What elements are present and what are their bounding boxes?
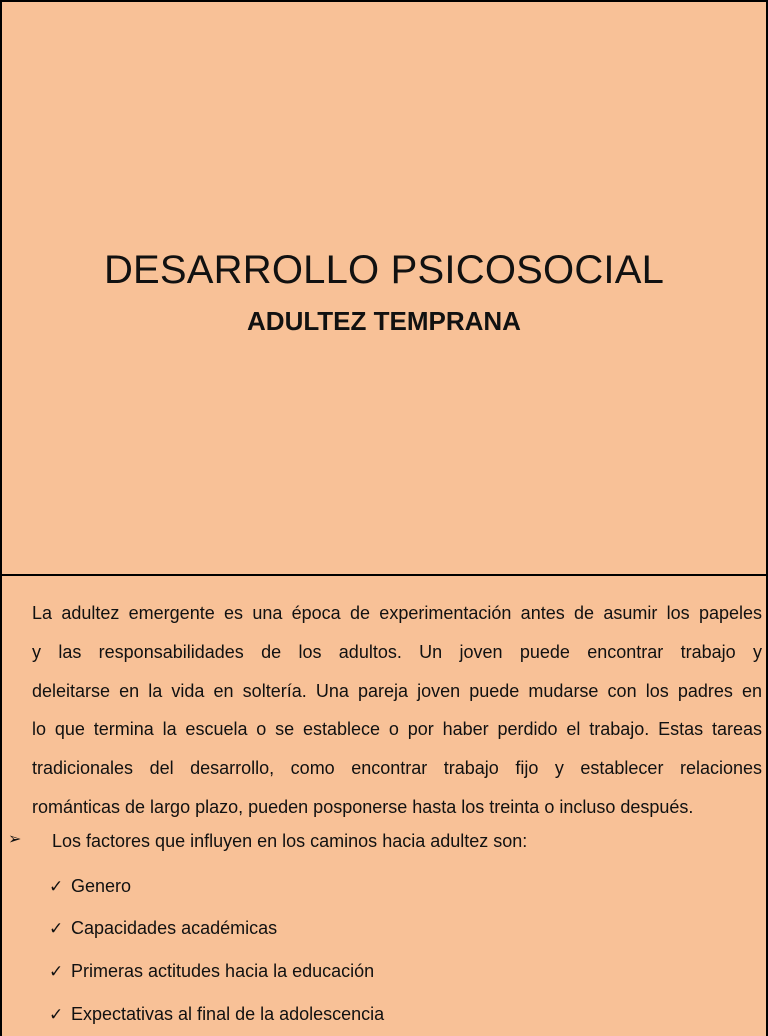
paragraph-line: La adultez emergente es una época de experimentación antes de asumir los papeles <box>32 603 762 623</box>
checklist-item <box>49 876 131 897</box>
checklist-item <box>49 1004 384 1025</box>
paragraph-line: románticas de largo plazo, pueden posponerse hasta los treinta o incluso después. <box>32 796 694 817</box>
checklist-label: Expectativas al final de la adolescencia <box>71 1004 385 1024</box>
bullet-heading: Los factores que influyen en los caminos hacia adultez son: <box>52 831 528 851</box>
arrow-bullet-icon: ➢ <box>8 831 22 848</box>
paragraph-line: tradicionales del desarrollo, como encontrar trabajo fijo y establecer relaciones <box>32 758 762 779</box>
paragraph-line: lo que termina la escuela o se establece o por haber perdido el trabajo. Estas tareas <box>32 719 762 740</box>
intro-paragraph <box>32 594 762 827</box>
paragraph-line: deleitarse en la vida en soltería. Una pareja joven puede mudarse con los padres en <box>32 680 762 701</box>
slide-title: DESARROLLO PSICOSOCIAL <box>103 248 665 292</box>
slide-subtitle: ADULTEZ TEMPRANA <box>247 306 521 336</box>
checkmark-icon: ✓ <box>49 877 64 896</box>
checklist-item <box>49 961 374 982</box>
content-slide <box>0 574 768 1036</box>
checkmark-icon: ✓ <box>49 919 64 938</box>
checkmark-icon: ✓ <box>49 962 64 981</box>
checklist-label: Genero <box>71 876 132 896</box>
checkmark-icon: ✓ <box>49 1005 64 1024</box>
checklist-label: Capacidades académicas <box>71 918 278 938</box>
paragraph-line: y las responsabilidades de los adultos. Un joven puede encontrar trabajo y <box>32 641 762 662</box>
checklist-label: Primeras actitudes hacia la educación <box>71 961 375 981</box>
checklist-item <box>49 918 277 939</box>
